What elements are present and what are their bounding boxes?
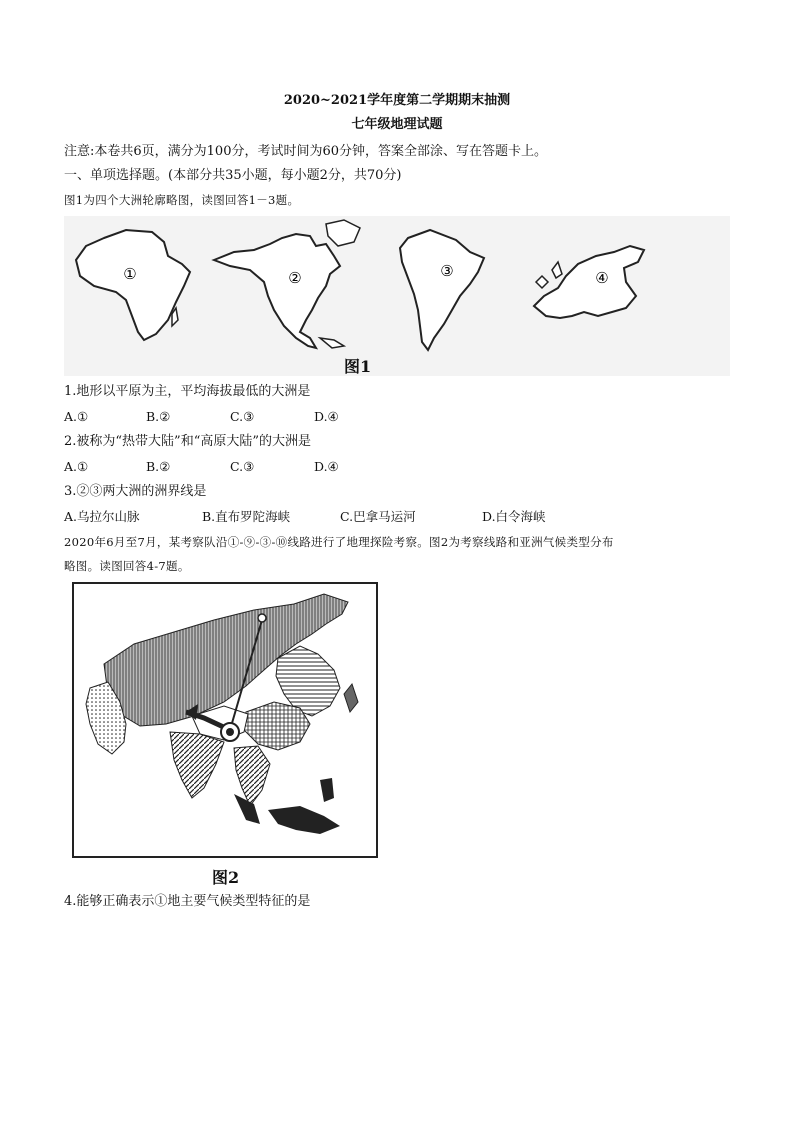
figure1-caption: 图1 [344, 357, 372, 376]
continent-label-3: ③ [440, 262, 454, 280]
continent-label-4: ④ [595, 269, 609, 287]
continent-label-2: ② [288, 269, 302, 287]
figure2-caption: 图2 [212, 868, 240, 887]
q3-option-b[interactable]: B.直布罗陀海峡 [202, 509, 291, 524]
figure2-asia-climate-map [72, 582, 378, 858]
q3-option-c[interactable]: C.巴拿马运河 [340, 509, 416, 524]
exam-subtitle: 七年级地理试题 [351, 117, 443, 132]
question-4-stem: 4.能够正确表示①地主要气候类型特征的是 [64, 894, 311, 909]
q2-option-b[interactable]: B.② [146, 459, 171, 474]
q1-option-b[interactable]: B.② [146, 409, 171, 424]
q2-option-c[interactable]: C.③ [230, 459, 255, 474]
q3-option-d[interactable]: D.白令海峡 [482, 509, 546, 524]
q1-option-a[interactable]: A.① [64, 409, 89, 424]
question-3-stem: 3.②③两大洲的洲界线是 [64, 484, 207, 499]
q1-option-d[interactable]: D.④ [314, 409, 339, 424]
exam-title: 2020~2021学年度第二学期期末抽测 [283, 93, 511, 108]
question-1-stem: 1.地形以平原为主，平均海拔最低的大洲是 [64, 384, 311, 399]
q2-option-d[interactable]: D.④ [314, 459, 339, 474]
continent-label-1: ① [123, 265, 137, 283]
q3-option-a[interactable]: A.乌拉尔山脉 [64, 509, 140, 524]
figure1-continent-map [64, 216, 730, 376]
figure1-intro: 图1为四个大洲轮廓略图，读图回答1－3题。 [64, 193, 300, 207]
figure2-intro-line2: 略图。读图回答4-7题。 [64, 559, 190, 573]
section-heading: 一、单项选择题。(本部分共35小题，每小题2分，共70分) [64, 168, 402, 183]
indonesia-islands [268, 806, 340, 834]
subtropical-climate-region [244, 702, 310, 750]
question-2-stem: 2.被称为“热带大陆”和“高原大陆”的大洲是 [64, 434, 311, 449]
q1-option-c[interactable]: C.③ [230, 409, 255, 424]
notice-text: 注意:本卷共6页，满分为100分，考试时间为60分钟，答案全部涂、写在答题卡上。 [64, 144, 548, 159]
figure2-intro-line1: 2020年6月至7月，某考察队沿①-⑨-③-⑩线路进行了地理探险考察。图2为考察线路和亚洲气候类型分布 [64, 535, 614, 549]
south-asia-climate-region [170, 732, 224, 798]
q2-option-a[interactable]: A.① [64, 459, 89, 474]
